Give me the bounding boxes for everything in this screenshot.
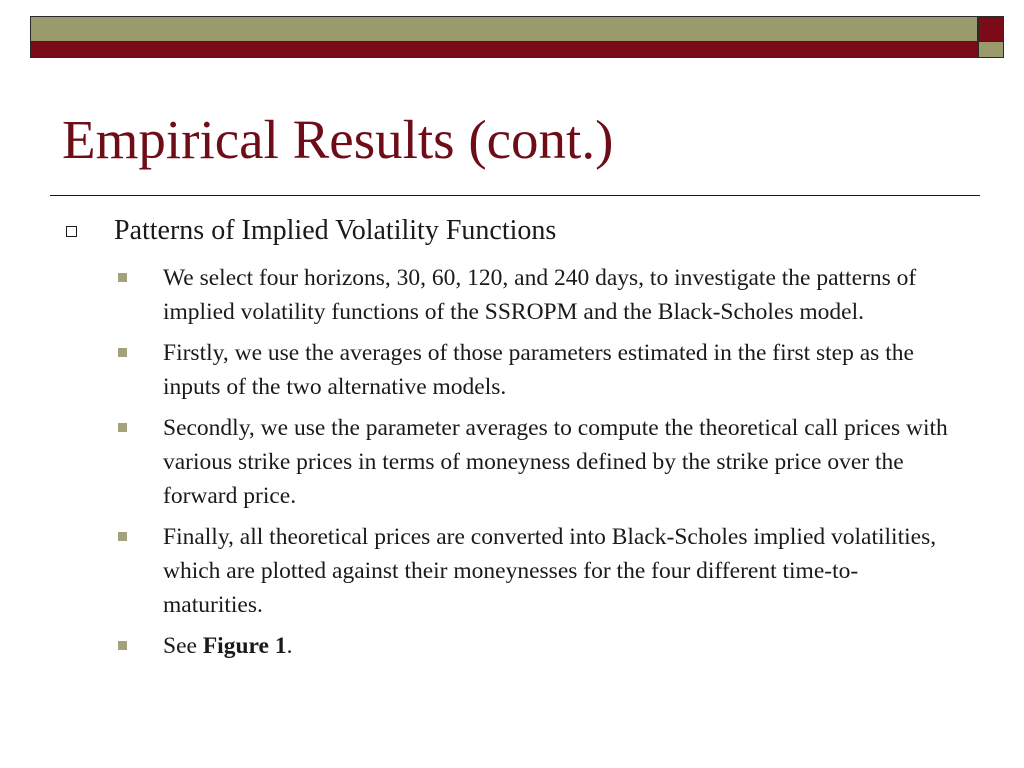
see-prefix: See [163,633,203,659]
sub-bullet-item [118,520,958,622]
square-bullet-icon [118,273,127,282]
sub-bullet-list [118,261,958,670]
header-corner-olive [978,42,1004,58]
level1-bullet-text: Patterns of Implied Volatility Functions [114,215,557,246]
square-bullet-icon [118,641,127,650]
figure-reference: Figure 1 [202,633,287,659]
header-banner-maroon [30,42,978,58]
sub-bullet-item [118,261,958,329]
sub-bullet-text: We select four horizons, 30, 60, 120, and 240 days, to investigate the patterns of implied volatility functions of the SSROPM and the Black-Scholes model. [163,265,917,325]
hollow-square-icon [66,226,77,237]
square-bullet-icon [118,532,127,541]
header-banner-olive [30,16,978,42]
square-bullet-icon [118,423,127,432]
slide-title: Empirical Results (cont.) [62,109,614,170]
see-suffix: . [286,633,293,659]
sub-bullet-item [118,336,958,404]
square-bullet-icon [118,348,127,357]
sub-bullet-text: Firstly, we use the averages of those parameters estimated in the first step as the inputs of the two alternative models. [163,340,914,400]
sub-bullet-text: Finally, all theoretical prices are converted into Black-Scholes implied volatilities, which are plotted against their moneynesses for the four different time-to-maturities. [163,524,937,618]
see-figure-item [118,629,958,663]
title-divider [50,195,980,196]
see-figure-text [163,629,953,663]
sub-bullet-text: Secondly, we use the parameter averages to compute the theoretical call prices with various strike prices in terms of moneyness defined by the strike price over the forward price. [163,415,948,509]
sub-bullet-item [118,411,958,513]
header-corner-maroon [978,16,1004,42]
level1-bullet-item [66,212,966,250]
